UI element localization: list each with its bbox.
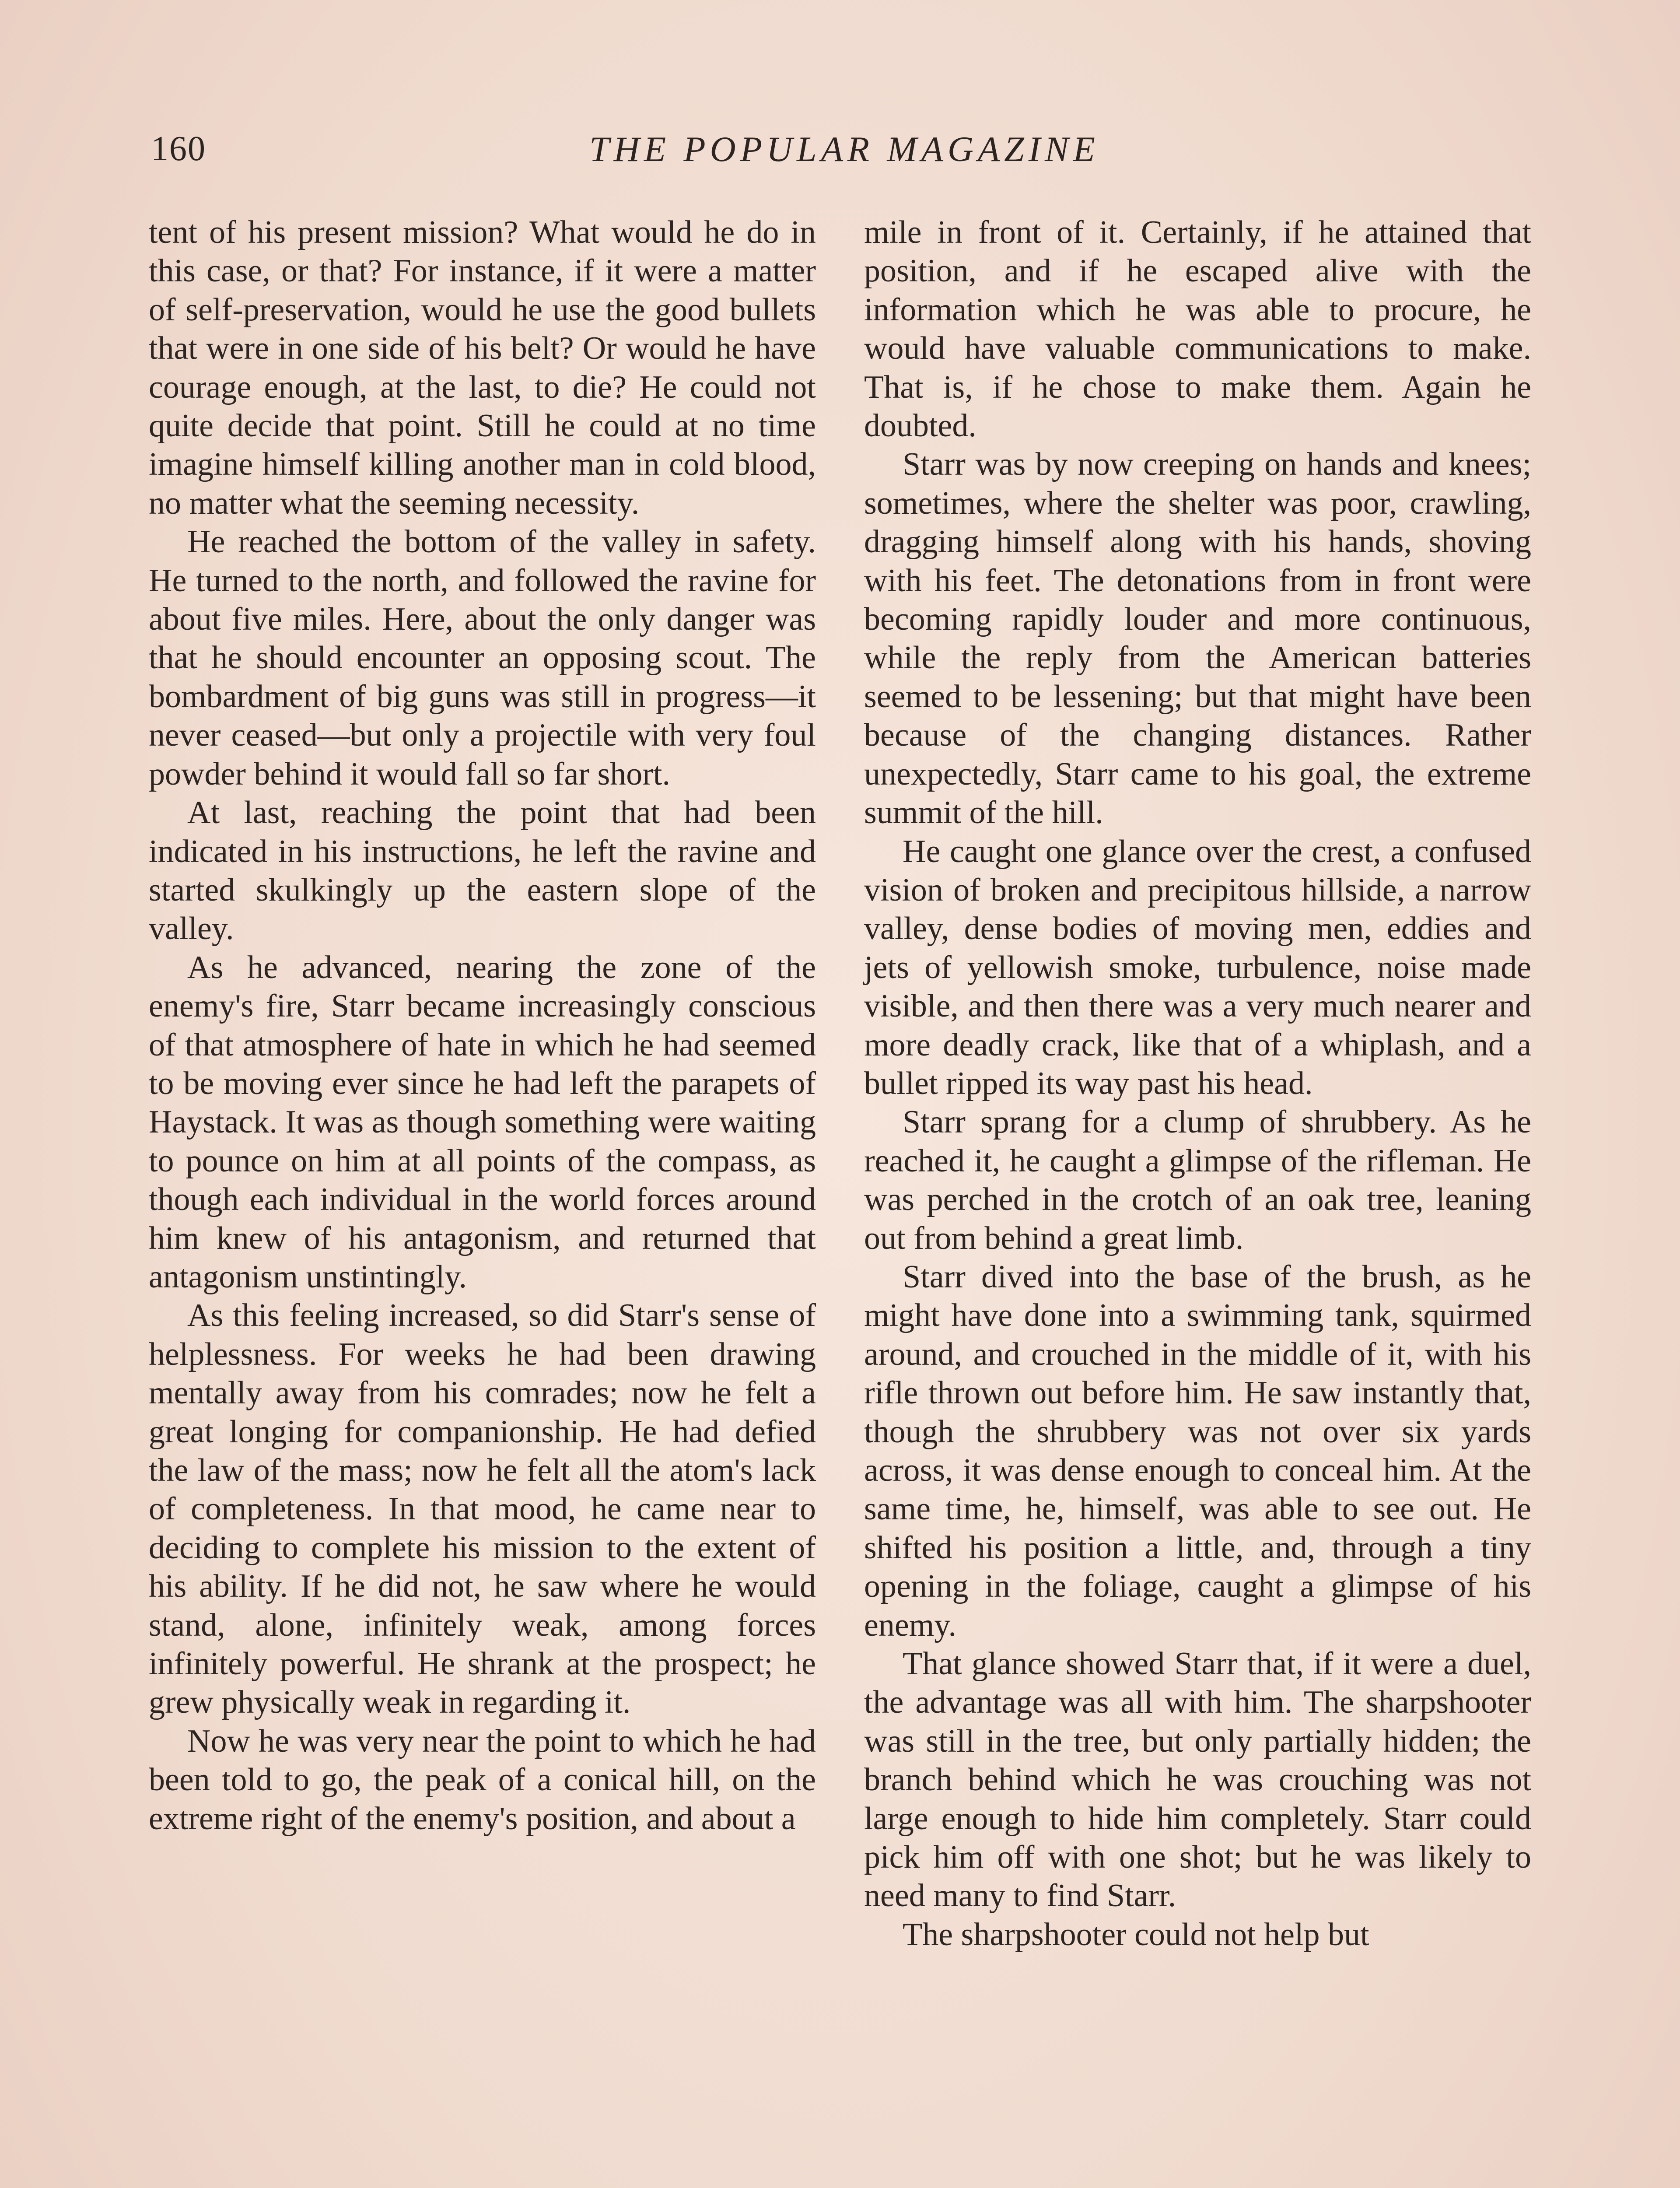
right-column (864, 213, 1531, 1954)
page-number: 160 (151, 130, 206, 168)
paragraph: As he advanced, nearing the zone of the enemy's fire, Starr became increasingly conscious of that atmosphere of hate in which he had seemed to be moving ever since he had left the parapets of Haystack. It was as though something were waiting to pounce on him at all points of the compass, as though each individual in the world forces around him knew of his antagonism, and returned that antagonism unstintingly. (149, 949, 816, 1295)
paragraph: Starr was by now creeping on hands and knees; sometimes, where the shelter was poor, crawling, dragging himself along with his hands, shoving with his feet. The detonations from in front were becoming rapidly louder and more continuous, while the reply from the American batteries seemed to be lessening; but that might have been because of the changing distances. Rather unexpectedly, Starr came to his goal, the extreme summit of the hill. (864, 446, 1531, 831)
paragraph: He caught one glance over the crest, a confused vision of broken and precipitous hillside, a narrow valley, dense bodies of moving men, eddies and jets of yellowish smoke, turbulence, noise made visible, and then there was a very much nearer and more deadly crack, like that of a whiplash, and a bullet ripped its way past his head. (864, 833, 1531, 1101)
paragraph: The sharpshooter could not help but (903, 1916, 1369, 1953)
paragraph: mile in front of it. Certainly, if he attained that position, and if he escaped alive with the information which he was able to procure, he would have valuable communications to make. That is, if he chose to make them. Again he doubted. (864, 214, 1531, 444)
paragraph: He reached the bottom of the valley in safety. He turned to the north, and followed the ravine for about five miles. Here, about the only danger was that he should encounter an opposing scout. The bombardment of big guns was still in progress—it never ceased—but only a projectile with very foul powder behind it would fall so far short. (149, 524, 816, 792)
paragraph: That glance showed Starr that, if it were a duel, the advantage was all with him. The sharpshooter was still in the tree, but only partially hidden; the branch behind which he was crouching was not large enough to hide him completely. Starr could pick him off with one shot; but he was likely to need many to find Starr. (864, 1646, 1531, 1914)
paragraph: Now he was very near the point to which he had been told to go, the peak of a conical hill, on the extreme right of the enemy's position, and about a (149, 1723, 816, 1837)
magazine-title: THE POPULAR MAGAZINE (589, 129, 1099, 169)
paragraph: As this feeling increased, so did Starr's sense of helplessness. For weeks he had been drawing mentally away from his comrades; now he felt a great longing for companionship. He had defied the law of the mass; now he felt all the atom's lack of completeness. In that mood, he came near to deciding to complete his mission to the extent of his ability. If he did not, he saw where he would stand, alone, infinitely weak, among forces infinitely powerful. He shrank at the prospect; he grew physically weak in regarding it. (149, 1297, 816, 1721)
paragraph: tent of his present mission? What would he do in this case, or that? For instance, if it were a matter of self-preservation, would he use the good bullets that were in one side of his belt? Or would he have courage enough, at the last, to die? He could not quite decide that point. Still he could at no time imagine himself killing another man in cold blood, no matter what the seeming necessity. (149, 214, 816, 521)
paragraph: Starr dived into the base of the brush, as he might have done into a swimming tank, squirmed around, and crouched in the middle of it, with his rifle thrown out before him. He saw instantly that, though the shrubbery was not over six yards across, it was dense enough to conceal him. At the same time, he, himself, was able to see out. He shifted his position a little, and, through a tiny opening in the foliage, caught a glimpse of his enemy. (864, 1259, 1531, 1643)
left-column (149, 213, 816, 1838)
paragraph: Starr sprang for a clump of shrubbery. As he reached it, he caught a glimpse of the rifleman. He was perched in the crotch of an oak tree, leaning out from behind a great limb. (864, 1104, 1531, 1256)
paragraph: At last, reaching the point that had been indicated in his instructions, he left the ravine and started skulkingly up the eastern slope of the valley. (149, 795, 816, 947)
